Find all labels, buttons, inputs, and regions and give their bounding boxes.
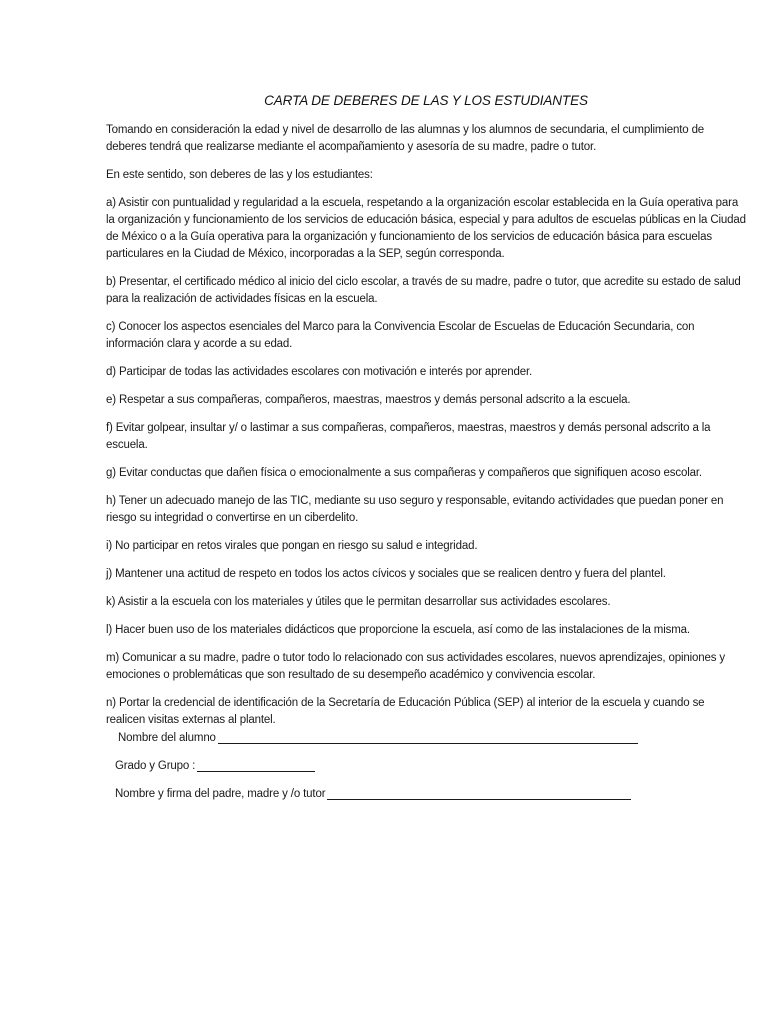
guardian-label: Nombre y firma del padre, madre y /o tutor [115,788,326,800]
duty-item-h: h) Tener un adecuado manejo de las TIC, mediante su uso seguro y responsable, evitando actividades que puedan poner en riesgo su integridad o convertirse en un ciberdelito. [106,495,724,524]
document-title: CARTA DE DEBERES DE LAS Y LOS ESTUDIANTES [264,93,588,108]
intro-paragraph: Tomando en consideración la edad y nivel de desarrollo de las alumnas y los alumnos de secundaria, el cumplimiento de deberes tendrá que realizarse mediante el acompañamiento y asesoría de su madre, padre o tutor. [106,124,705,153]
duty-item-e: e) Respetar a sus compañeras, compañeros, maestras, maestros y demás personal adscrito a la escuela. [106,394,631,406]
student-name-line[interactable] [218,731,638,744]
duty-item-n: n) Portar la credencial de identificación de la Secretaría de Educación Pública (SEP) al interior de la escuela y cuando se realicen visitas externas al plantel. [106,697,705,726]
duty-item-c: c) Conocer los aspectos esenciales del Marco para la Convivencia Escolar de Escuelas de Educación Secundaria, con información clara y acorde a su edad. [106,321,695,350]
document-body [106,122,746,740]
duty-item-k: k) Asistir a la escuela con los materiales y útiles que le permitan desarrollar sus actividades escolares. [106,596,611,608]
grade-group-line[interactable] [197,759,315,772]
guardian-signature-line[interactable] [327,787,631,800]
duty-item-b: b) Presentar, el certificado médico al inicio del ciclo escolar, a través de su madre, padre o tutor, que acredite su estado de salud para la realización de actividades físicas en la escuela. [106,276,741,305]
grade-group-field [115,759,315,772]
duty-item-j: j) Mantener una actitud de respeto en todos los actos cívicos y sociales que se realicen dentro y fuera del plantel. [106,568,666,580]
guardian-field [115,787,631,800]
duty-item-l: l) Hacer buen uso de los materiales didácticos que proporcione la escuela, así como de las instalaciones de la misma. [106,624,690,636]
lead-paragraph: En este sentido, son deberes de las y los estudiantes: [106,169,373,181]
grade-group-label: Grado y Grupo : [115,760,196,772]
duty-item-g: g) Evitar conductas que dañen física o emocionalmente a sus compañeras y compañeros que signifiquen acoso escolar. [106,467,702,479]
duty-item-f: f) Evitar golpear, insultar y/ o lastimar a sus compañeras, compañeros, maestras, maestros y demás personal adscrito a la escuela. [106,422,711,451]
duty-item-a: a) Asistir con puntualidad y regularidad a la escuela, respetando a la organización escolar establecida en la Guía operativa para la organización y funcionamiento de los servicios de educación básica, especial y para adultos de escuelas públicas en la Ciudad de México o a la Guía operativa para la organización y funcionamiento de los servicios de educación básica para escuelas particulares en la Ciudad de México, incorporadas a la SEP, según corresponda. [106,197,746,260]
student-name-field [118,731,638,744]
duty-item-m: m) Comunicar a su madre, padre o tutor todo lo relacionado con sus actividades escolares, nuevos aprendizajes, opiniones y emociones o problemáticas que son resultado de su desempeño académico y convivencia escolar. [106,652,726,681]
duty-item-i: i) No participar en retos virales que pongan en riesgo su salud e integridad. [106,540,478,552]
student-name-label: Nombre del alumno [118,732,216,744]
duty-item-d: d) Participar de todas las actividades escolares con motivación e interés por aprender. [106,366,533,378]
